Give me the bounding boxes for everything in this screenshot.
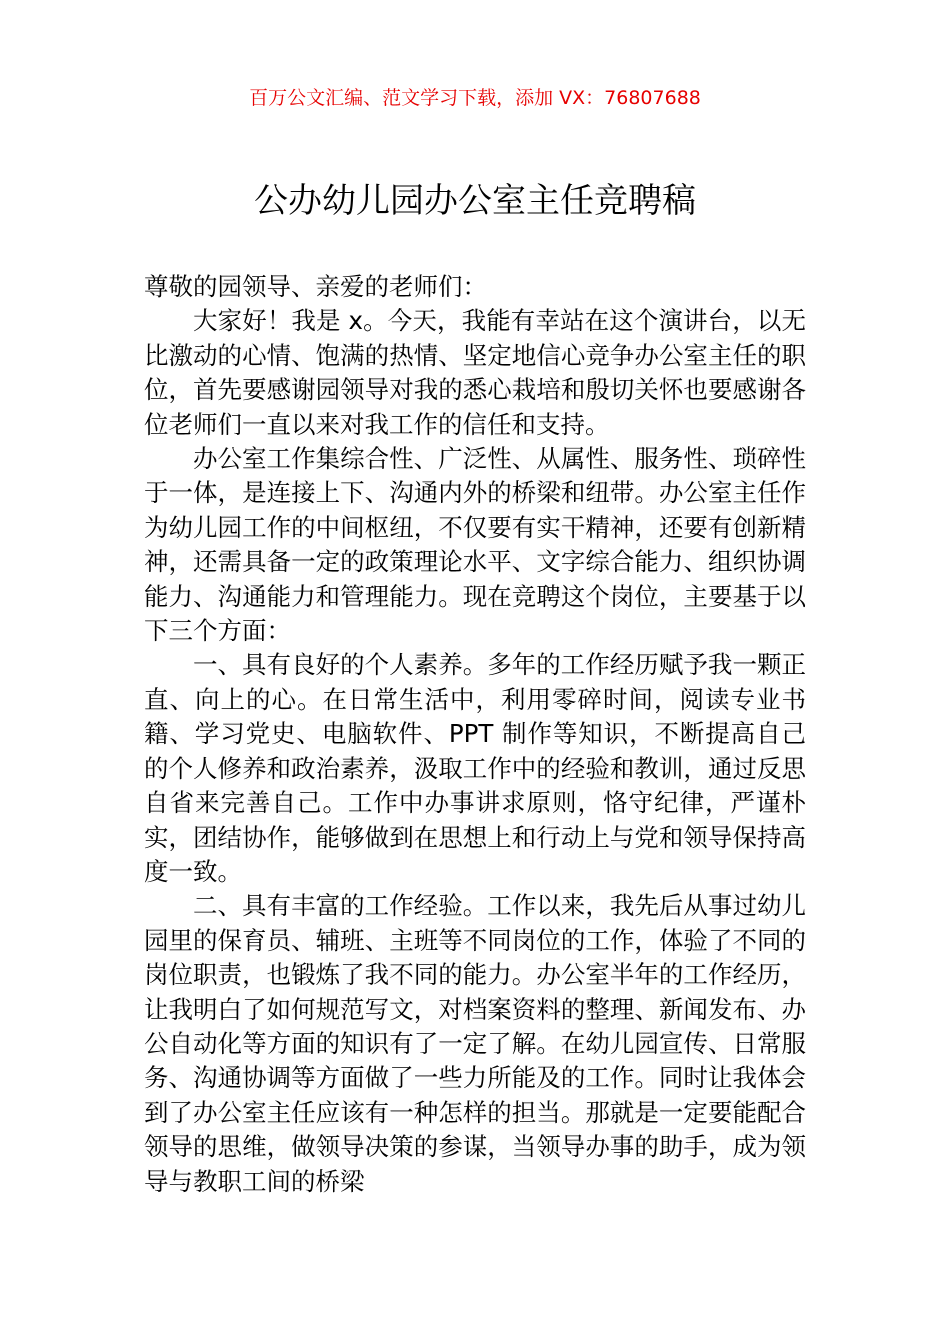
paragraph-greeting: 大家好！我是 x。今天，我能有幸站在这个演讲台，以无比激动的心情、饱满的热情、坚定地信心竞争办公室主任的职位，首先要感谢园领导对我的悉心栽培和殷切关怀也要感谢各位老师们一直以来对我工作的信任和支持。 — [144, 306, 806, 439]
page-title: 公办幼儿园办公室主任竞聘稿 — [254, 181, 696, 221]
paragraph-office-work: 办公室工作集综合性、广泛性、从属性、服务性、琐碎性于一体，是连接上下、沟通内外的桥梁和纽带。办公室主任作为幼儿园工作的中间枢纽，不仅要有实干精神，还要有创新精神，还需具备一定的政策理论水平、文字综合能力、组织协调能力、沟通能力和管理能力。现在竞聘这个岗位，主要基于以下三个方面： — [144, 444, 806, 646]
salutation: 尊敬的园领导、亲爱的老师们： — [144, 272, 487, 301]
paragraph-point-two: 二、具有丰富的工作经验。工作以来，我先后从事过幼儿园里的保育员、辅班、主班等不同岗位的工作，体验了不同的岗位职责，也锻炼了我不同的能力。办公室半年的工作经历，让我明白了如何规范写文，对档案资料的整理、新闻发布、办公自动化等方面的知识有了一定了解。在幼儿园宣传、日常服务、沟通协调等方面做了一些力所能及的工作。同时让我体会到了办公室主任应该有一种怎样的担当。那就是一定要能配合领导的思维，做领导决策的参谋，当领导办事的助手，成为领导与教职工间的桥梁 — [144, 891, 806, 1196]
document-body — [144, 270, 806, 1199]
paragraph-point-one: 一、具有良好的个人素养。多年的工作经历赋予我一颗正直、向上的心。在日常生活中，利用零碎时间，阅读专业书籍、学习党史、电脑软件、PPT 制作等知识，不断提高自己的个人修养和政治素养，汲取工作中的经验和教训，通过反思自省来完善自己。工作中办事讲求原则，恪守纪律，严谨朴实，团结协作，能够做到在思想上和行动上与党和领导保持高度一致。 — [144, 650, 806, 886]
header-banner: 百万公文汇编、范文学习下载，添加 VX：76807688 — [249, 87, 701, 109]
